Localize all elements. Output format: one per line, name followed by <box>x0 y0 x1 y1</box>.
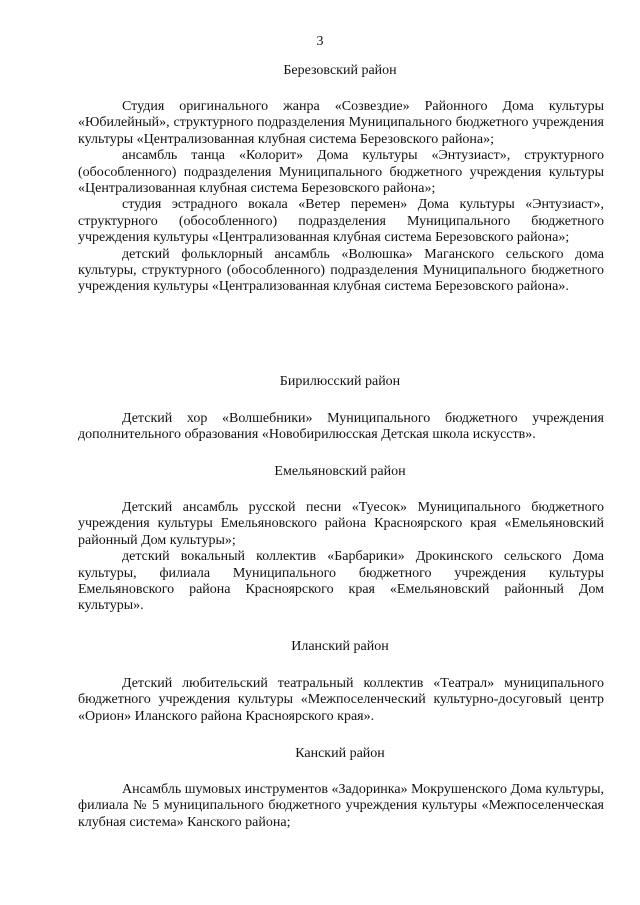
section-body-emelyanovsky <box>78 500 604 615</box>
list-item: Детский ансамбль русской песни «Туесок» Муниципального бюджетного учреждения культуры Емельяновского района Красноярского края «Емельяновский районный Дом культуры»; <box>78 500 604 548</box>
section-body-kansky <box>78 782 604 831</box>
list-item: ансамбль танца «Колорит» Дома культуры «Энтузиаст», структурного (обособленного) подразделения Муниципального бюджетного учреждения культуры «Централизованная клубная система Березовского района»; <box>78 148 604 197</box>
section-heading-ilansky: Иланский район <box>291 639 389 654</box>
section-body-ilansky <box>78 676 604 725</box>
list-item: Ансамбль шумовых инструментов «Задоринка» Мокрушенского Дома культуры, филиала № 5 муниципального бюджетного учреждения культуры «Межпоселенческая клубная система» Канского района; <box>78 782 604 830</box>
section-heading-berezovsky: Березовский район <box>283 63 397 78</box>
list-item: Детский хор «Волшебники» Муниципального бюджетного учреждения дополнительного образования «Новобирилюсская Детская школа искусств». <box>78 411 604 443</box>
section-heading-emelyanovsky: Емельяновский район <box>274 464 406 479</box>
list-item: детский фольклорный ансамбль «Волюшка» Маганского сельского дома культуры, структурного (обособленного) подразделения Муниципального бюджетного учреждения культуры «Централизованная клубная система Березовского района». <box>78 246 604 295</box>
list-item: детский вокальный коллектив «Барбарики» Дрокинского сельского Дома культуры, филиала Муниципального бюджетного учреждения культуры Емельяновского района Красноярского края «Емельяновский районный Дом культуры». <box>78 549 604 614</box>
section-heading-birilyussky: Бирилюсский район <box>279 374 401 389</box>
page-number: 3 <box>316 34 324 49</box>
list-item: студия эстрадного вокала «Ветер перемен» Дома культуры «Энтузиаст», структурного (обособленного) подразделения Муниципального бюджетного учреждения культуры «Централизованная клубная система Березовского района»; <box>78 197 604 246</box>
list-item: Студия оригинального жанра «Созвездие» Районного Дома культуры «Юбилейный», структурного подразделения Муниципального бюджетного учреждения культуры «Централизованная клубная система Березовского района»; <box>78 99 604 147</box>
section-body-berezovsky <box>78 99 604 296</box>
section-body-birilyussky <box>78 411 604 444</box>
section-heading-kansky: Канский район <box>295 746 385 761</box>
list-item: Детский любительский театральный коллектив «Театрал» муниципального бюджетного учреждения культуры «Межпоселенческий культурно-досуговый центр «Орион» Иланского района Красноярского края». <box>78 676 604 724</box>
